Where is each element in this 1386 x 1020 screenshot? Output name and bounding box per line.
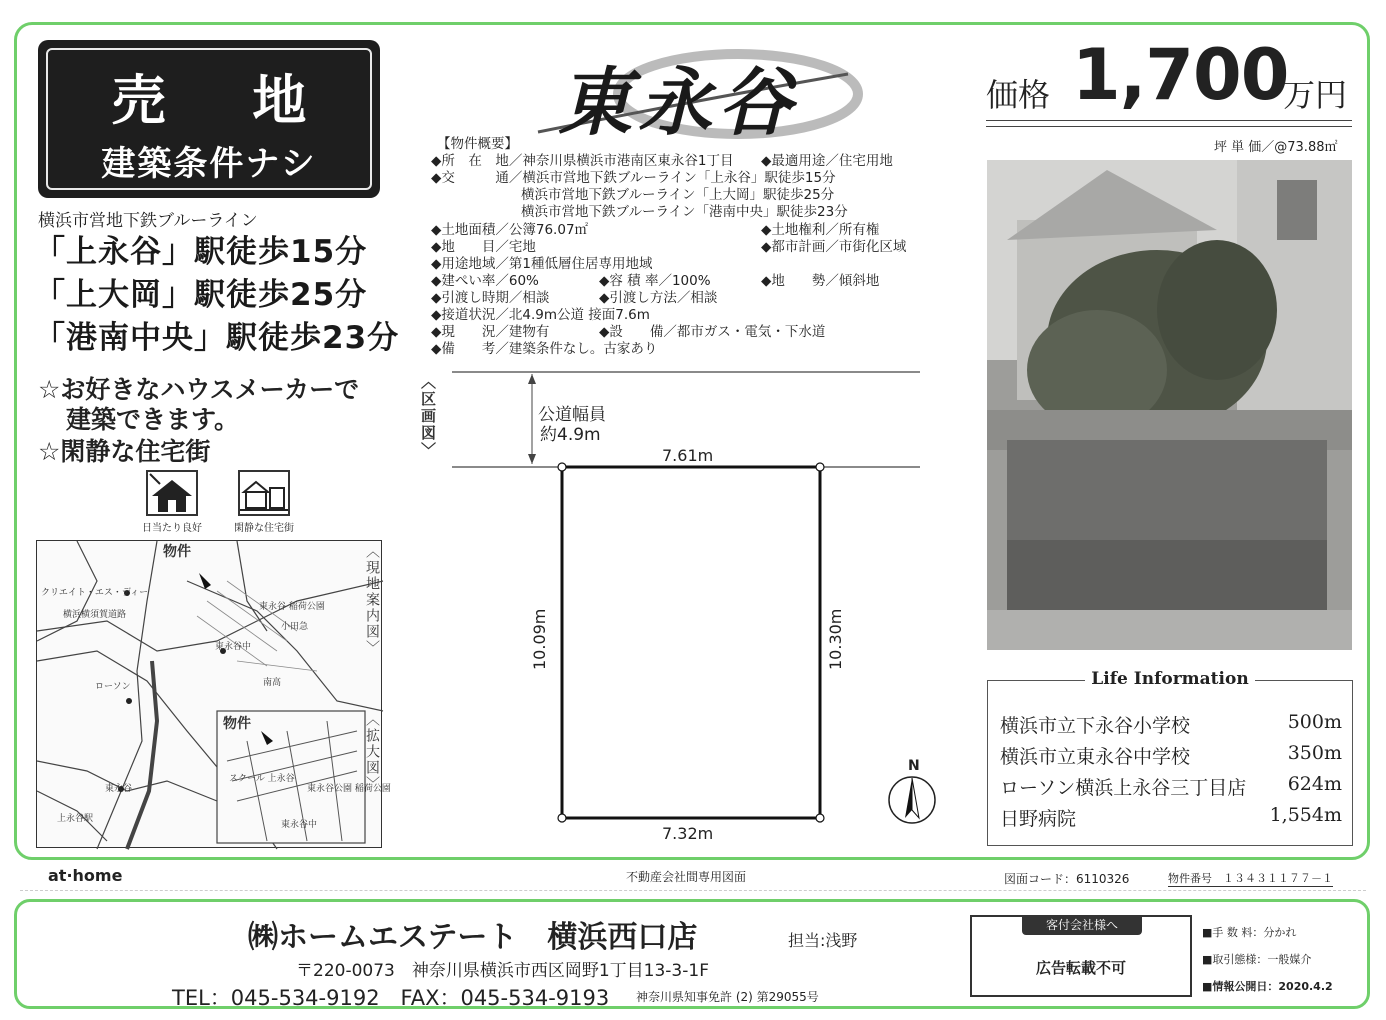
map-label-8: 上永谷駅 bbox=[57, 814, 94, 824]
lot-section-label: 〈区画図〉 bbox=[419, 374, 437, 459]
spec-road: ◆接道状況／北4.9m公道 接面7.6m bbox=[431, 307, 650, 323]
map-label-4: ローソン bbox=[95, 682, 131, 692]
spec-transport: ◆交 通／横浜市営地下鉄ブルーライン「上永谷」駅徒歩15分 bbox=[431, 170, 836, 186]
spec-coverage: ◆建ぺい率／60% bbox=[431, 273, 539, 289]
page-title: 東永谷 bbox=[558, 60, 798, 146]
sunny-icon bbox=[146, 470, 198, 516]
spec-area: ◆土地面積／公簿76.07㎡ bbox=[431, 222, 589, 238]
lot-right-length: 10.30m bbox=[826, 608, 845, 670]
spec-transport-3: 横浜市営地下鉄ブルーライン「港南中央」駅徒歩23分 bbox=[521, 204, 848, 220]
price-value: 1,700 bbox=[1072, 34, 1289, 116]
athome-logo: at·home bbox=[48, 866, 123, 885]
lot-top-length: 7.61m bbox=[662, 446, 714, 465]
publish-date: ■情報公開日：2020.4.2 bbox=[1202, 980, 1333, 993]
broker-notice bbox=[970, 915, 1192, 997]
spec-handover-method: ◆引渡し方法／相談 bbox=[599, 290, 718, 306]
commission: ■手 数 料：分かれ bbox=[1202, 926, 1297, 939]
station-2: 「上大岡」駅徒歩25分 bbox=[34, 277, 368, 313]
feature-1: ☆お好きなハウスメーカーで bbox=[38, 375, 360, 404]
map-label-6: 東永谷 稲荷公園 bbox=[259, 602, 325, 612]
company-phone: TEL：045-534-9192 FAX：045-534-9193 bbox=[172, 986, 610, 1010]
map-label-7: 小田急 bbox=[281, 622, 309, 632]
life-item-name: 日野病院 bbox=[1000, 808, 1077, 830]
spec-transport-2: 横浜市営地下鉄ブルーライン「上大岡」駅徒歩25分 bbox=[521, 187, 835, 203]
life-item-distance: 500m bbox=[1287, 711, 1342, 733]
life-item-name: ローソン横浜上永谷三丁目店 bbox=[1000, 777, 1247, 799]
transaction-type: ■取引態様：一般媒介 bbox=[1202, 953, 1312, 966]
agent-name: 担当:浅野 bbox=[788, 931, 858, 950]
life-item-name: 横浜市立東永谷中学校 bbox=[1000, 746, 1191, 768]
station-1: 「上永谷」駅徒歩15分 bbox=[34, 234, 368, 270]
footer-note: 不動産会社間専用図面 bbox=[626, 870, 747, 884]
map-side-label: 〈現地案内図〉 bbox=[364, 544, 380, 656]
spec-remarks: ◆備 考／建築条件なし。古家あり bbox=[431, 341, 658, 357]
map-label-12: 東永谷中 bbox=[281, 820, 318, 830]
spec-address: ◆所 在 地／神奈川県横浜市港南区東永谷1丁目 bbox=[431, 153, 734, 169]
spec-land-type: ◆地 目／宅地 bbox=[431, 239, 536, 255]
spec-terrain: ◆地 勢／傾斜地 bbox=[761, 273, 880, 289]
spec-header: 【物件概要】 bbox=[437, 136, 518, 152]
quiet-house-label: 閑静な住宅街 bbox=[234, 523, 294, 534]
map-inset-label: 〈拡大図〉 bbox=[364, 712, 380, 792]
map-label-3: 東永谷中 bbox=[215, 642, 252, 652]
license-number: 神奈川県知事免許 (2) 第29055号 bbox=[636, 990, 819, 1004]
property-photo bbox=[987, 160, 1352, 650]
life-item-distance: 624m bbox=[1287, 773, 1342, 795]
life-item-distance: 1,554m bbox=[1269, 804, 1342, 826]
spec-zoning: ◆用途地域／第1種低層住居専用地域 bbox=[431, 256, 653, 272]
for-sale-sign bbox=[38, 40, 380, 198]
notice-body: 広告転載不可 bbox=[1035, 959, 1126, 977]
spec-use: ◆最適用途／住宅用地 bbox=[761, 153, 893, 169]
lot-left-length: 10.09m bbox=[530, 608, 549, 670]
spec-handover-time: ◆引渡し時期／相談 bbox=[431, 290, 550, 306]
notice-header: 客付会社様へ bbox=[1022, 915, 1142, 935]
quiet-house-icon bbox=[238, 470, 290, 516]
feature-3: ☆閑静な住宅街 bbox=[38, 437, 211, 466]
property-number: 物件番号 １３４３１１７７－１ bbox=[1168, 872, 1333, 885]
map-label-5: 南高 bbox=[263, 678, 282, 688]
lot-bottom-length: 7.32m bbox=[662, 824, 714, 843]
price-label: 価格 bbox=[986, 76, 1051, 114]
map-label-10: スクール 上永谷 bbox=[229, 774, 295, 784]
tsubo-price: 坪 単 価／@73.88㎡ bbox=[1214, 140, 1338, 155]
sign-subtitle: 建築条件ナシ bbox=[101, 144, 317, 184]
sunny-label: 日当たり良好 bbox=[142, 523, 202, 534]
map-label-11: 東永谷公園 稲荷公園 bbox=[307, 784, 391, 794]
location-map bbox=[36, 540, 391, 848]
feature-2: 建築できます。 bbox=[66, 405, 240, 434]
price-rule-2 bbox=[986, 126, 1352, 127]
line-name: 横浜市営地下鉄ブルーライン bbox=[38, 211, 258, 231]
life-title: Life Information bbox=[1085, 669, 1254, 689]
compass-icon bbox=[886, 774, 938, 826]
road-width-label: 公道幅員 bbox=[538, 405, 606, 425]
sign-title: 売 地 bbox=[111, 69, 341, 132]
map-inset-property-label: 物件 bbox=[223, 716, 251, 732]
company-address: 〒220-0073 神奈川県横浜市西区岡野1丁目13-3-1F bbox=[296, 961, 709, 981]
north-label: N bbox=[908, 758, 920, 774]
drawing-code: 図面コード：6110326 bbox=[1004, 872, 1130, 886]
cut-line bbox=[20, 890, 1366, 891]
title-block bbox=[538, 40, 858, 146]
spec-city-plan: ◆都市計画／市街化区域 bbox=[761, 239, 907, 255]
price-unit: 万円 bbox=[1283, 76, 1348, 114]
map-label-9: 東永谷 bbox=[105, 784, 133, 794]
spec-facilities: ◆設 備／都市ガス・電気・下水道 bbox=[599, 324, 826, 340]
lot-diagram bbox=[440, 360, 960, 830]
life-item-distance: 350m bbox=[1287, 742, 1342, 764]
spec-status: ◆現 況／建物有 bbox=[431, 324, 550, 340]
life-information bbox=[987, 669, 1353, 846]
price-rule-1 bbox=[986, 120, 1352, 121]
map-label-1: クリエイト・エス・ディー bbox=[41, 588, 149, 598]
map-label-2: 横浜横須賀道路 bbox=[63, 610, 127, 620]
station-3: 「港南中央」駅徒歩23分 bbox=[34, 320, 400, 356]
life-item-name: 横浜市立下永谷小学校 bbox=[1000, 715, 1191, 737]
company-name: ㈱ホームエステート 横浜西口店 bbox=[248, 920, 698, 955]
spec-far: ◆容 積 率／100% bbox=[599, 273, 711, 289]
spec-rights: ◆土地権利／所有権 bbox=[761, 222, 880, 238]
map-property-label: 物件 bbox=[163, 544, 191, 560]
road-width-value: 約4.9m bbox=[540, 425, 601, 445]
